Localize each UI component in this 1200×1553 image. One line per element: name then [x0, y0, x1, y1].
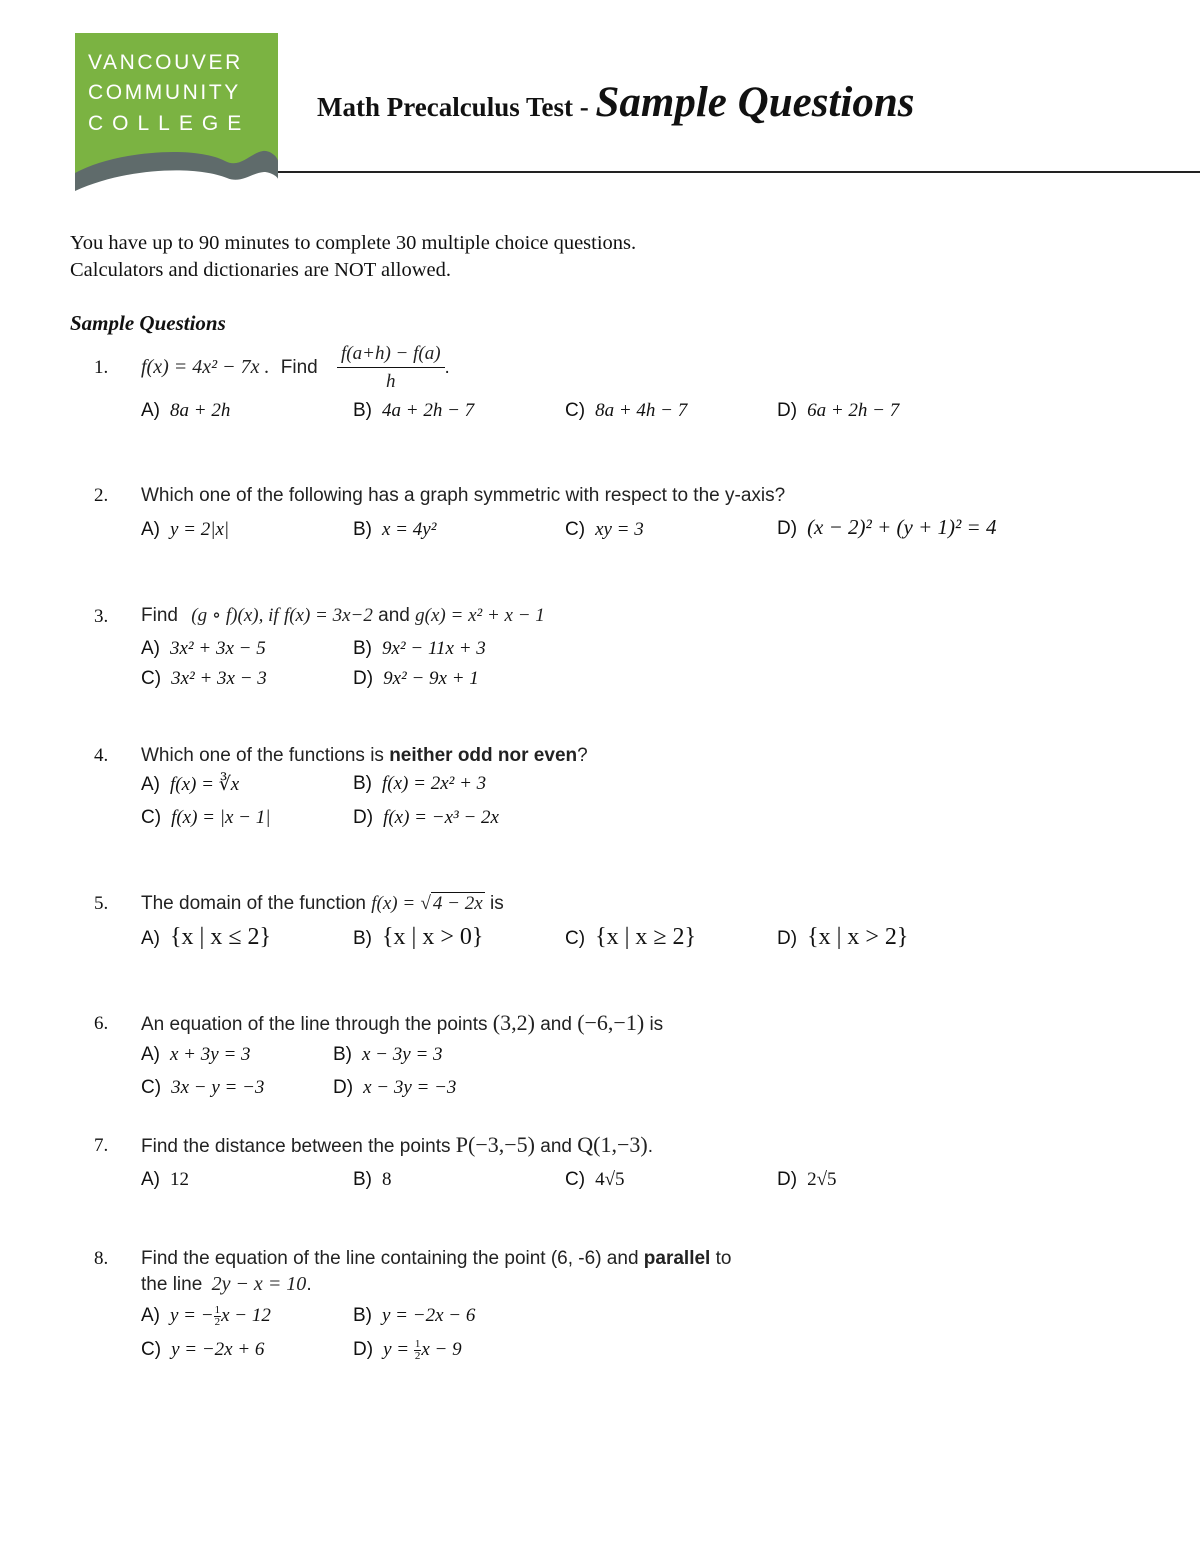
- q6-point-1: (3,2): [492, 1010, 535, 1035]
- q3-option-a[interactable]: A) 3x² + 3x − 5: [141, 638, 266, 659]
- q4-option-b[interactable]: B) f(x) = 2x² + 3: [353, 773, 487, 794]
- question-3-stem: Find (g ∘ f)(x), if f(x) = 3x−2 and g(x) = x² + x − 1: [141, 605, 545, 626]
- q8-d-part1: y =: [383, 1339, 414, 1360]
- question-3-number: 3.: [94, 606, 109, 627]
- q8-option-b[interactable]: B) y = −2x − 6: [353, 1305, 476, 1326]
- q8-option-a[interactable]: A) y = − $\frac{1}{2}$ x − 12: [141, 1304, 271, 1329]
- q5-function: f(x) =: [371, 893, 416, 914]
- q5-option-a[interactable]: A) {x | x ≤ 2}: [141, 924, 272, 950]
- q6-option-d[interactable]: D) x − 3y = −3: [333, 1077, 457, 1098]
- question-8-stem-line-1: Find the equation of the line containing the point (6, -6) and parallel to: [141, 1248, 732, 1269]
- q8-option-c[interactable]: C) y = −2x + 6: [141, 1339, 265, 1360]
- q8-d-part2: x − 9: [421, 1339, 462, 1360]
- q3-option-c[interactable]: C) 3x² + 3x − 3: [141, 668, 267, 689]
- q8-option-d[interactable]: D) y = $\frac{1}{2}$ x − 9: [353, 1338, 462, 1363]
- q8-emphasis: parallel: [643, 1248, 711, 1269]
- q5-option-d[interactable]: D) {x | x > 2}: [777, 924, 909, 950]
- question-2-number: 2.: [94, 485, 109, 506]
- question-7-stem: Find the distance between the points P(−3,−5) and Q(1,−3).: [141, 1132, 653, 1157]
- page-title: [317, 78, 914, 127]
- q6-option-a[interactable]: A) x + 3y = 3: [141, 1044, 251, 1065]
- question-1-stem: f(x) = 4x² − 7x . Find $\frac{f(a+h) - f(a)}{h}$ .: [141, 343, 450, 392]
- question-8-number: 8.: [94, 1248, 109, 1269]
- q4-option-c[interactable]: C) f(x) = |x − 1|: [141, 807, 271, 828]
- q1-difference-quotient: $\frac{f(a+h) - f(a)}{h}$: [337, 343, 445, 393]
- q8-option-a-expr: [170, 1304, 271, 1329]
- q4-option-d[interactable]: D) f(x) = −x³ − 2x: [353, 807, 499, 828]
- q3-option-d[interactable]: D) 9x² − 9x + 1: [353, 668, 479, 689]
- q7-option-a[interactable]: A) 12: [141, 1169, 189, 1190]
- q8-a-part2: x − 12: [221, 1305, 271, 1326]
- question-2-stem: Which one of the following has a graph symmetric with respect to the y-axis?: [141, 485, 786, 506]
- question-1-number: 1.: [94, 357, 109, 378]
- q2-option-a[interactable]: A) y = 2|x|: [141, 519, 230, 540]
- q1-find: Find: [280, 357, 318, 379]
- title-divider: [278, 171, 1200, 173]
- q7-point-q: Q(1,−3): [577, 1132, 648, 1157]
- question-4-number: 4.: [94, 745, 109, 766]
- q1-option-c[interactable]: C) 8a + 4h − 7: [565, 400, 688, 421]
- section-heading: Sample Questions: [70, 311, 226, 335]
- q6-option-b[interactable]: B) x − 3y = 3: [333, 1044, 443, 1065]
- question-6-stem: An equation of the line through the points (3,2) and (−6,−1) is: [141, 1010, 664, 1035]
- q5-square-root: √ 4 − 2x: [420, 893, 483, 914]
- q3-composition: (g ∘ f)(x), if: [191, 605, 279, 626]
- logo-line-2: COMMUNITY: [88, 81, 241, 104]
- q7-option-d[interactable]: D) 2√5: [777, 1169, 837, 1190]
- q8-d-half: $\frac{1}{2}$: [414, 1338, 421, 1363]
- q1-option-a[interactable]: A) 8a + 2h: [141, 400, 231, 421]
- q8-a-half: $\frac{1}{2}$: [214, 1304, 221, 1329]
- q1-option-d[interactable]: D) 6a + 2h − 7: [777, 400, 900, 421]
- question-6-number: 6.: [94, 1013, 109, 1034]
- logo-swoosh-icon: [75, 33, 278, 205]
- college-logo: [75, 33, 278, 205]
- q1-option-b[interactable]: B) 4a + 2h − 7: [353, 400, 475, 421]
- q3-option-b[interactable]: B) 9x² − 11x + 3: [353, 638, 486, 659]
- logo-line-3: COLLEGE: [88, 112, 251, 135]
- q7-option-b[interactable]: B) 8: [353, 1169, 392, 1190]
- q4-option-a[interactable]: A) f(x) = ∛x: [141, 774, 240, 795]
- q7-point-p: P(−3,−5): [455, 1132, 535, 1157]
- question-8-stem-line-2: the line 2y − x = 10.: [141, 1273, 312, 1295]
- q6-point-2: (−6,−1): [577, 1010, 645, 1035]
- question-5-number: 5.: [94, 893, 109, 914]
- question-7-number: 7.: [94, 1135, 109, 1156]
- q8-a-part1: y = −: [170, 1305, 214, 1326]
- question-5-stem: The domain of the function f(x) = √ 4 − 2x is: [141, 893, 504, 914]
- title-fancy: Sample Questions: [595, 79, 915, 126]
- q5-option-c[interactable]: C) {x | x ≥ 2}: [565, 924, 697, 950]
- q2-option-d[interactable]: D) (x − 2)² + (y + 1)² = 4: [777, 515, 997, 539]
- q7-option-c[interactable]: C) 4√5: [565, 1169, 625, 1190]
- title-plain: Math Precalculus Test -: [317, 92, 596, 122]
- q8-given-line: 2y − x = 10: [211, 1273, 307, 1295]
- q6-option-c[interactable]: C) 3x − y = −3: [141, 1077, 265, 1098]
- q3-f-definition: f(x) = 3x−2: [283, 605, 373, 626]
- intro-line-1: You have up to 90 minutes to complete 30 multiple choice questions.: [70, 232, 637, 254]
- q4-emphasis: neither odd nor even: [389, 745, 578, 766]
- intro-line-2: Calculators and dictionaries are NOT allowed.: [70, 259, 452, 281]
- q8-option-d-expr: [383, 1338, 462, 1363]
- q2-option-b[interactable]: B) x = 4y²: [353, 519, 437, 540]
- q5-option-b[interactable]: B) {x | x > 0}: [353, 924, 484, 950]
- q3-g-definition: g(x) = x² + x − 1: [415, 605, 545, 626]
- q1-function: f(x) = 4x² − 7x .: [141, 356, 270, 379]
- q2-option-c[interactable]: C) xy = 3: [565, 519, 644, 540]
- question-4-stem: Which one of the functions is neither odd nor even?: [141, 745, 588, 766]
- logo-line-1: VANCOUVER: [88, 51, 243, 74]
